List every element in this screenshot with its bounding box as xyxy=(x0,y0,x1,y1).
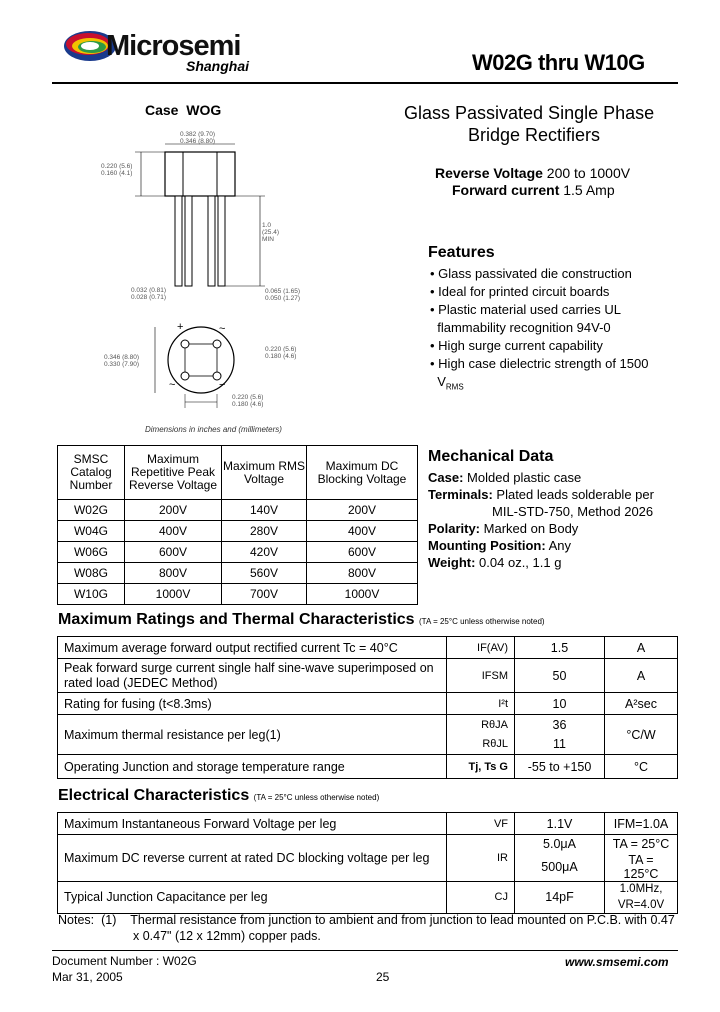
features-heading: Features xyxy=(428,244,495,261)
footer-doc-number: Document Number : W02G xyxy=(52,954,197,968)
features-list xyxy=(430,265,648,397)
table-row: RθJL 11 xyxy=(58,735,678,755)
footer-date: Mar 31, 2005 xyxy=(52,970,123,984)
table-row: VR=4.0V xyxy=(58,897,678,913)
max-ratings-heading: Maximum Ratings and Thermal Characteristics (TA = 25°C unless otherwise noted) xyxy=(58,611,545,628)
reverse-voltage xyxy=(435,165,630,181)
footer-url[interactable]: www.smsemi.com xyxy=(565,955,669,969)
table-row: W04G 400V 280V 400V xyxy=(58,521,418,542)
forward-current xyxy=(452,182,615,198)
table-row: Rating for fusing (t<8.3ms) I²t 10 A²sec xyxy=(58,693,678,715)
table-row: Peak forward surge current single half sine-wave superimposed on rated load (JEDEC Method) IFSM 50 A xyxy=(58,659,678,693)
table-row: W02G 200V 140V 200V xyxy=(58,500,418,521)
dimensions-note: Dimensions in inches and (millimeters) xyxy=(145,425,282,434)
dim-pin-spacing: 0.220 (5.6) 0.180 (4.6) xyxy=(265,346,297,361)
svg-text:+: + xyxy=(177,321,184,333)
dim-lead-dia: 0.065 (1.65) 0.050 (1.27) xyxy=(265,288,301,303)
feature-item: • Glass passivated die construction xyxy=(430,266,632,281)
feature-item: • Plastic material used carries UL xyxy=(430,302,621,317)
feature-item: • High surge current capability xyxy=(430,338,603,353)
footer-page: 25 xyxy=(376,970,390,984)
mechanical-list: Case: Molded plastic case Terminals: Plated leads solderable per MIL-STD-750, Method 2026 Polarity: Marked on Body Mounting Position: Any Weight: 0.04 oz., 1.1 g xyxy=(428,470,654,570)
svg-text:−: − xyxy=(219,379,226,391)
dim-diameter: 0.346 (8.80) 0.330 (7.90) xyxy=(104,354,140,369)
brand-location: Shanghai xyxy=(186,58,250,74)
case-title: Case WOG xyxy=(145,102,222,118)
table-row: Maximum Instantaneous Forward Voltage per leg VF 1.1V IFM=1.0A xyxy=(58,813,678,835)
table-row: Maximum average forward output rectified current Tc = 40°C IF(AV) 1.5 A xyxy=(58,637,678,659)
table-row: Maximum DC reverse current at rated DC blocking voltage per leg IR 5.0μA TA = 25°C xyxy=(58,835,678,853)
table-row: Typical Junction Capacitance per leg CJ 14pF 1.0MHz, xyxy=(58,881,678,897)
table-row: W10G 1000V 700V 1000V xyxy=(58,584,418,605)
reverse-voltage-value: 200 to 1000V xyxy=(546,165,631,181)
brand-name: Microsemi xyxy=(106,30,241,62)
feature-item: $V_{RMS}$ xyxy=(437,374,464,392)
footer-rule xyxy=(52,950,678,951)
catalog-header: Maximum Repetitive Peak Reverse Voltage xyxy=(125,446,222,500)
dim-body-height: 0.220 (5.6) 0.160 (4.1) xyxy=(101,163,133,178)
max-ratings-table xyxy=(57,636,678,779)
catalog-table xyxy=(57,445,418,605)
forward-current-value: 1.5 Amp xyxy=(563,182,615,198)
reverse-voltage-label: Reverse Voltage xyxy=(435,165,543,181)
table-row: W08G 800V 560V 800V xyxy=(58,563,418,584)
table-row: 500μA TA = 125°C xyxy=(58,853,678,882)
dim-top-width: 0.382 (9.70) 0.346 (8.80) xyxy=(180,131,216,146)
electrical-heading: Electrical Characteristics (TA = 25°C unless otherwise noted) xyxy=(58,787,380,804)
catalog-header: Maximum RMS Voltage xyxy=(222,446,307,500)
catalog-header: Maximum DC Blocking Voltage xyxy=(307,446,418,500)
table-row: Operating Junction and storage temperature range Tj, Ts G -55 to +150 °C xyxy=(58,755,678,779)
product-title-line2: Bridge Rectifiers xyxy=(468,125,601,145)
svg-text:~: ~ xyxy=(169,379,176,391)
catalog-header: SMSC Catalog Number xyxy=(58,446,125,500)
feature-item: • Ideal for printed circuit boards xyxy=(430,284,610,299)
mechanical-heading: Mechanical Data xyxy=(428,448,554,465)
product-title-line1: Glass Passivated Single Phase xyxy=(404,103,655,123)
table-row: W06G 600V 420V 600V xyxy=(58,542,418,563)
table-row: Maximum thermal resistance per leg(1) RθJA 36 °C/W xyxy=(58,715,678,735)
feature-item: flammability recognition 94V-0 xyxy=(437,320,611,335)
dim-bottom-spacing: 0.220 (5.6) 0.180 (4.6) xyxy=(232,394,264,409)
dim-lead-length: 1.0 (25.4) MIN xyxy=(262,222,279,244)
forward-current-label: Forward current xyxy=(452,182,560,198)
notes: Notes: (1) Thermal resistance from junction to ambient and from junction to lead mounted on P.C.B. with 0.47 x 0.47" (12 x 12mm) copper pads. xyxy=(58,913,675,943)
header-rule xyxy=(52,82,678,84)
part-range-title: W02G thru W10G xyxy=(472,50,645,75)
feature-item: • High case dielectric strength of 1500 xyxy=(430,356,649,371)
dim-lead-spacing: 0.032 (0.81) 0.028 (0.71) xyxy=(131,287,167,302)
svg-text:~: ~ xyxy=(219,323,226,335)
electrical-table xyxy=(57,812,678,914)
